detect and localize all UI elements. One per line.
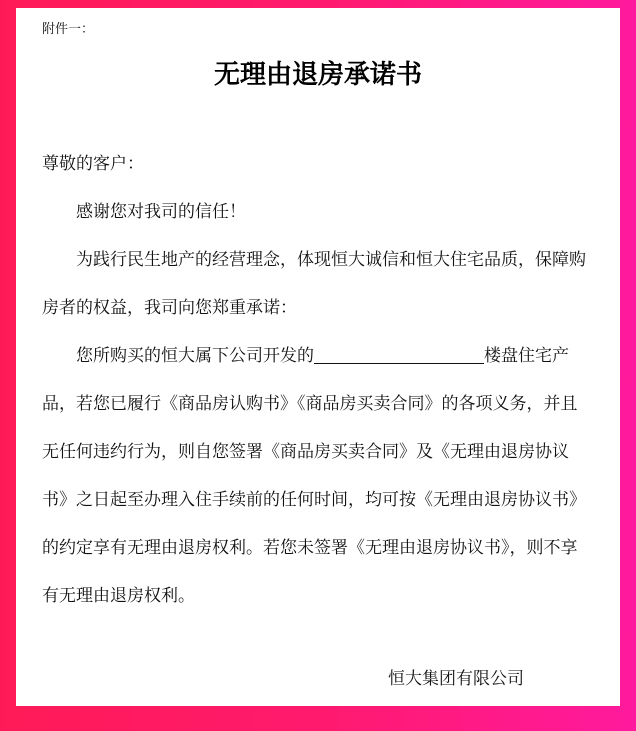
- intro-paragraph: 为践行民生地产的经营理念，体现恒大诚信和恒大住宅品质，保障购房者的权益，我司向您郑重承诺：: [42, 250, 586, 318]
- attachment-label: 附件一：: [42, 22, 95, 37]
- document-body: [42, 140, 592, 620]
- document-page: [16, 8, 620, 706]
- thanks-paragraph: 感谢您对我司的信任！: [76, 202, 246, 222]
- salutation: 尊敬的客户：: [42, 154, 144, 174]
- commitment-text-rest: 楼盘住宅产品，若您已履行《商品房认购书》《商品房买卖合同》的各项义务，并且无任何违约行为，则自您签署《商品房买卖合同》及《无理由退房协议书》之日起至办理入住手续前的任何时间，均可按《无理由退房协议书》的约定享有无理由退房权利。若您未签署《无理由退房协议书》，则不享有无理由退房权利。: [42, 346, 586, 606]
- commitment-paragraph: [42, 332, 592, 620]
- company-signature: 恒大集团有限公司: [388, 669, 524, 689]
- document-title: 无理由退房承诺书: [213, 60, 422, 90]
- commitment-text-start: 您所购买的恒大属下公司开发的: [76, 346, 314, 366]
- property-name-blank: [314, 345, 484, 364]
